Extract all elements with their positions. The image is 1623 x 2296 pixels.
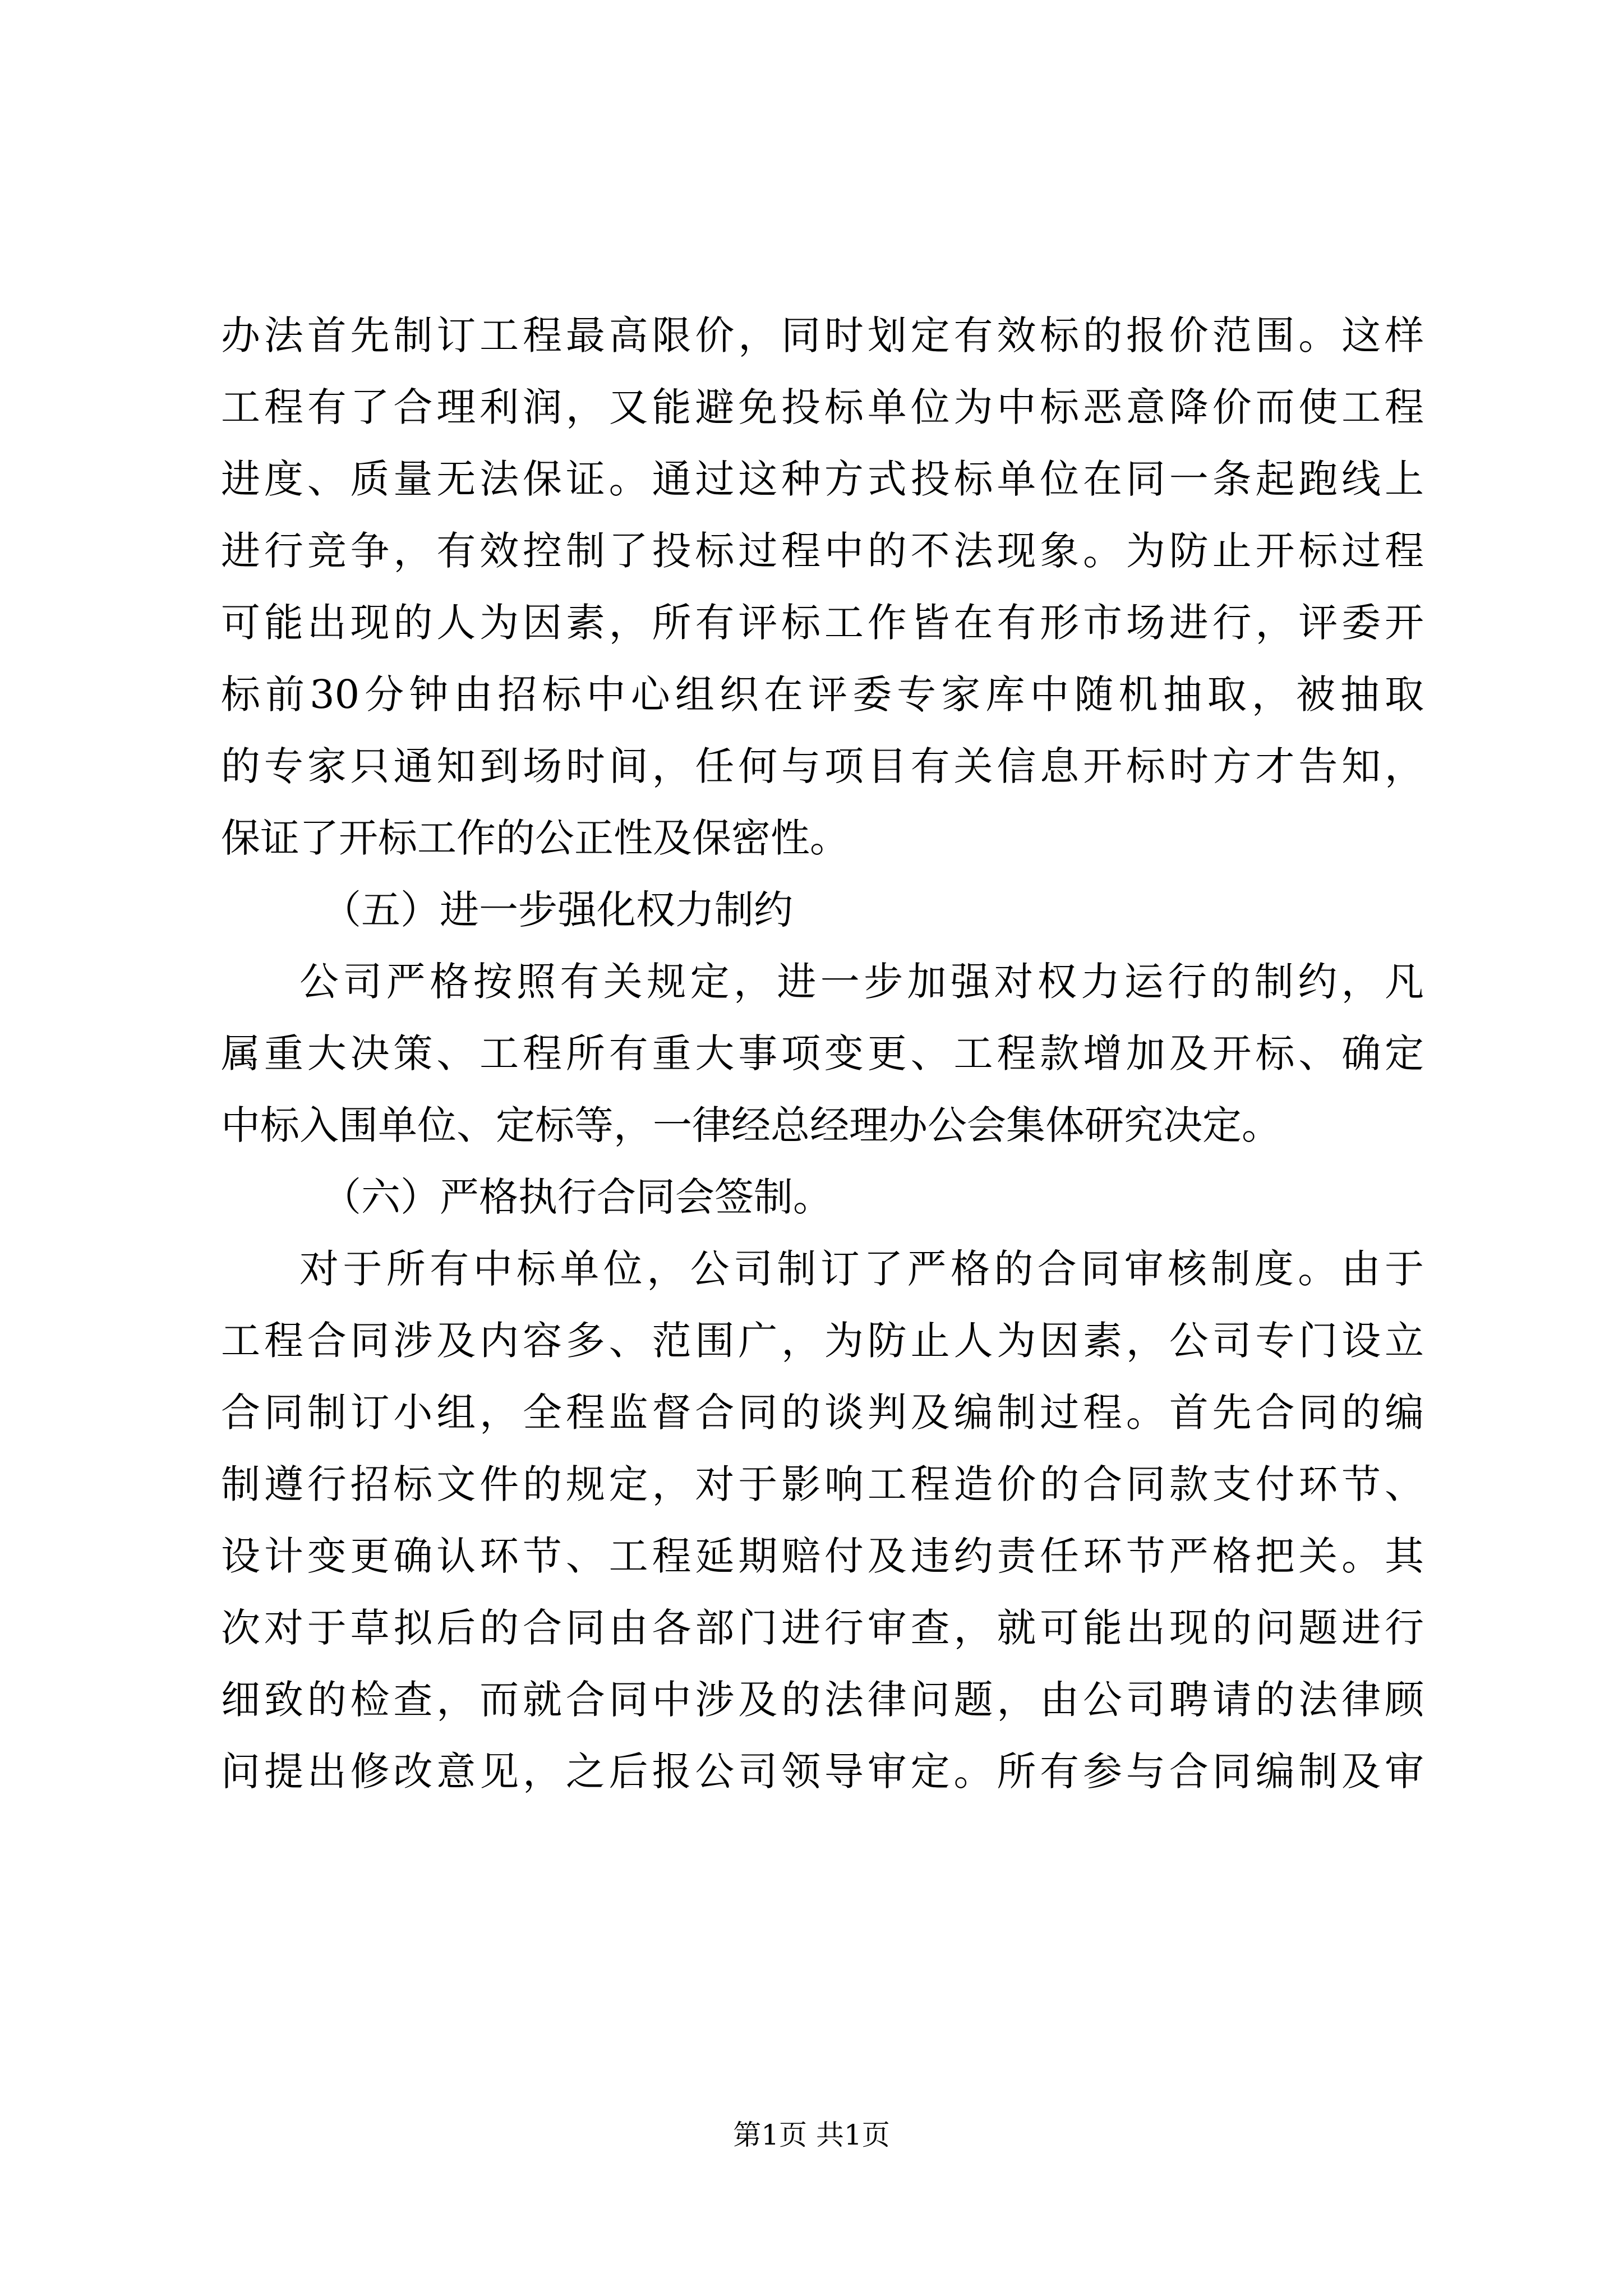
paragraph-line: 工程合同涉及内容多、范围广，为防止人为因素，公司专门设立 — [221, 1318, 1424, 1364]
section-heading: （六）严格执行合同会签制。 — [322, 1174, 832, 1220]
paragraph-line: 可能出现的人为因素，所有评标工作皆在有形市场进行，评委开 — [221, 600, 1424, 646]
paragraph-line: 细致的检查，而就合同中涉及的法律问题，由公司聘请的法律顾 — [221, 1677, 1424, 1723]
paragraph-line: 进度、质量无法保证。通过这种方式投标单位在同一条起跑线上 — [221, 456, 1424, 502]
paragraph-line: 进行竞争，有效控制了投标过程中的不法现象。为防止开标过程 — [221, 528, 1424, 574]
paragraph-line: 的专家只通知到场时间，任何与项目有关信息开标时方才告知， — [221, 743, 1424, 789]
document-body — [221, 300, 1424, 1807]
paragraph-line: 公司严格按照有关规定，进一步加强对权力运行的制约，凡 — [299, 959, 1424, 1005]
paragraph-line: 设计变更确认环节、工程延期赔付及违约责任环节严格把关。其 — [221, 1533, 1424, 1579]
paragraph-line: 问提出修改意见，之后报公司领导审定。所有参与合同编制及审 — [221, 1749, 1424, 1795]
paragraph-line: 标前30分钟由招标中心组织在评委专家库中随机抽取，被抽取 — [221, 671, 1424, 717]
paragraph-line: 次对于草拟后的合同由各部门进行审查，就可能出现的问题进行 — [221, 1605, 1424, 1651]
paragraph-line: 制遵行招标文件的规定，对于影响工程造价的合同款支付环节、 — [221, 1461, 1424, 1507]
paragraph-line: 办法首先制订工程最高限价，同时划定有效标的报价范围。这样 — [221, 312, 1424, 358]
paragraph-line: 对于所有中标单位，公司制订了严格的合同审核制度。由于 — [299, 1246, 1424, 1292]
paragraph-line: 合同制订小组，全程监督合同的谈判及编制过程。首先合同的编 — [221, 1389, 1424, 1435]
paragraph-line: 中标入围单位、定标等，一律经总经理办公会集体研究决定。 — [221, 1102, 1281, 1148]
page-footer — [0, 2118, 1623, 2152]
section-heading: （五）进一步强化权力制约 — [322, 887, 793, 933]
paragraph-line: 属重大决策、工程所有重大事项变更、工程款增加及开标、确定 — [221, 1030, 1424, 1076]
paragraph-line: 保证了开标工作的公正性及保密性。 — [221, 815, 849, 861]
page-number-label: 第1页 共1页 — [733, 2119, 890, 2151]
paragraph-line: 工程有了合理利润，又能避免投标单位为中标恶意降价而使工程 — [221, 384, 1424, 430]
